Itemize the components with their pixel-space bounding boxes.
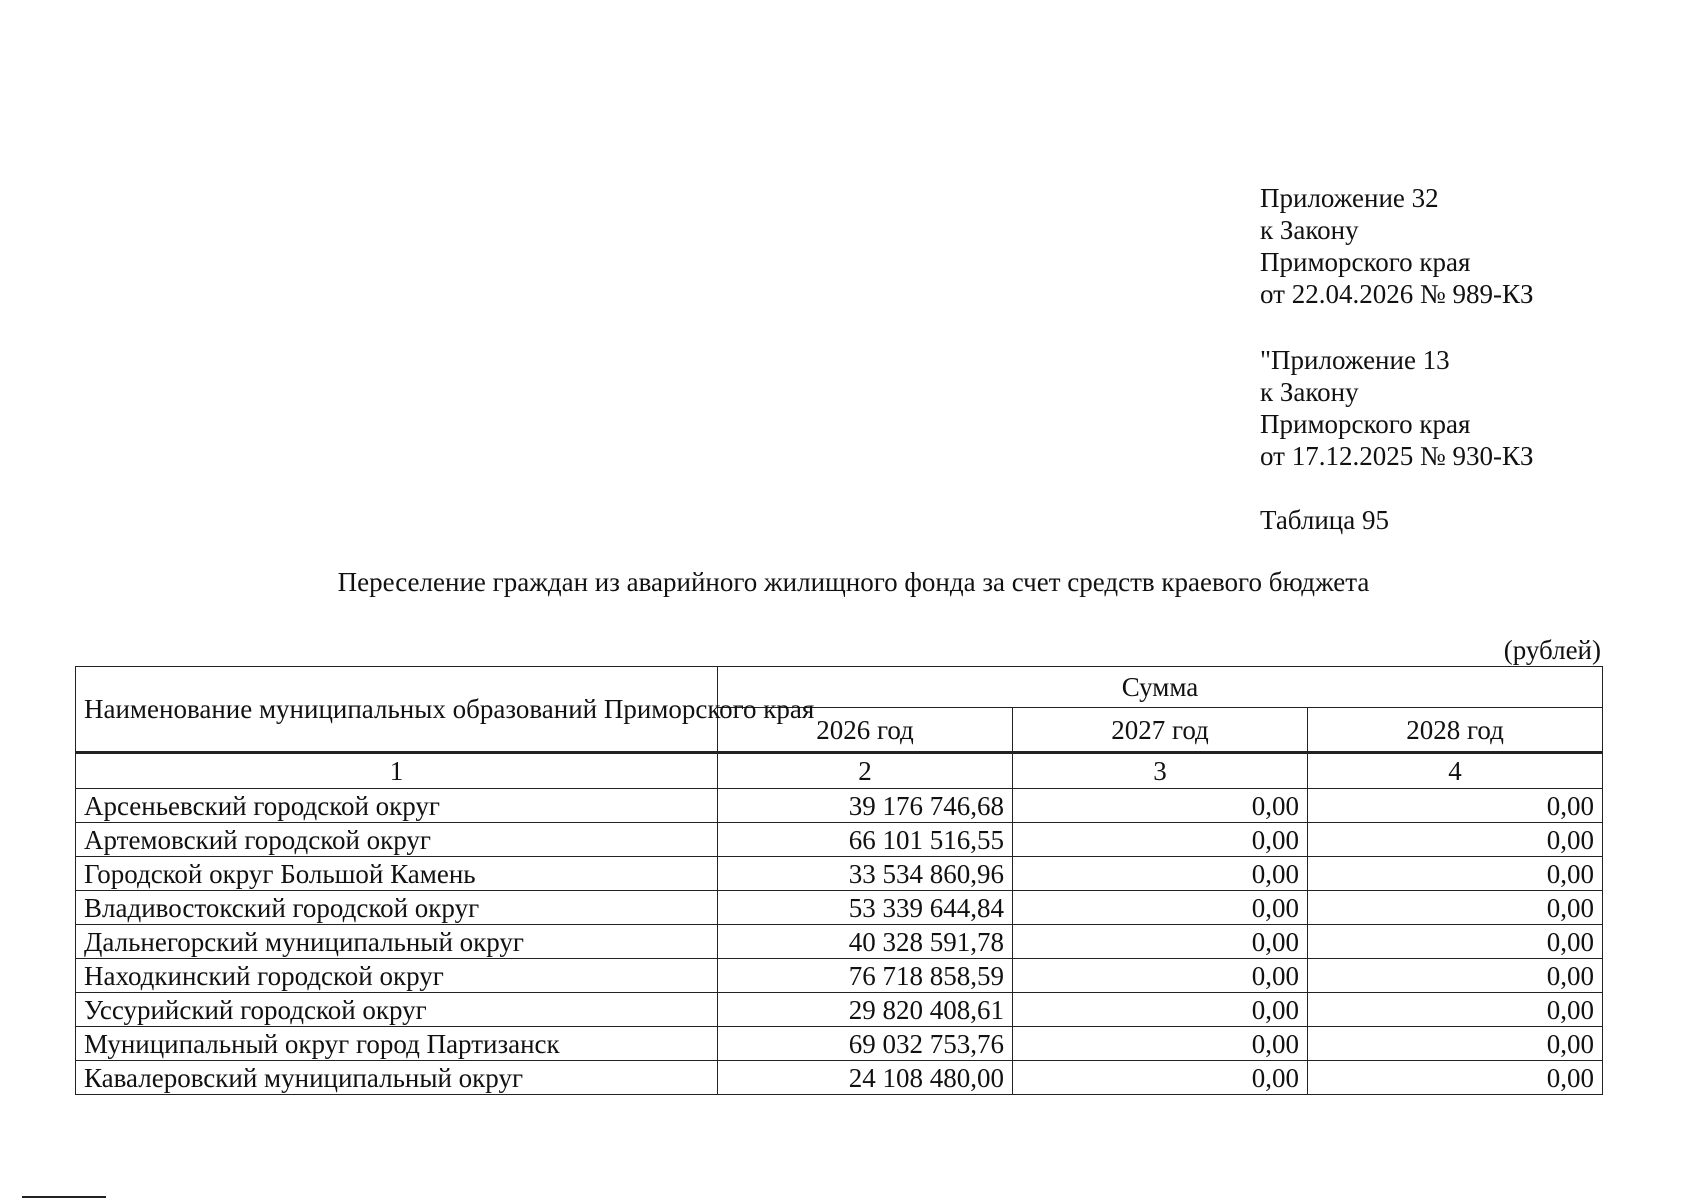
table-row [76, 993, 1603, 1027]
amount-2028-cell: 0,00 [1308, 1027, 1603, 1061]
appendix-old-line3: Приморского края [1260, 409, 1471, 439]
appendix-old-line1: "Приложение 13 [1260, 345, 1450, 375]
amount-2027-cell: 0,00 [1013, 1061, 1308, 1095]
municipality-name-cell: Арсеньевский городской округ [76, 789, 718, 823]
column-number: 2 [718, 753, 1013, 789]
municipality-name-cell: Уссурийский городской округ [76, 993, 718, 1027]
amount-2028-cell: 0,00 [1308, 959, 1603, 993]
appendix-new-line3: Приморского края [1260, 247, 1471, 277]
amount-2026-cell: 33 534 860,96 [718, 857, 1013, 891]
amount-2027-cell: 0,00 [1013, 857, 1308, 891]
header-sum: Сумма [718, 667, 1603, 708]
header-year-2027: 2027 год [1013, 708, 1308, 753]
column-number: 3 [1013, 753, 1308, 789]
amount-2026-cell: 76 718 858,59 [718, 959, 1013, 993]
amount-2026-cell: 24 108 480,00 [718, 1061, 1013, 1095]
amount-2026-cell: 40 328 591,78 [718, 925, 1013, 959]
amount-2027-cell: 0,00 [1013, 959, 1308, 993]
municipality-name-cell: Кавалеровский муниципальный округ [76, 1061, 718, 1095]
table-row [76, 1027, 1603, 1061]
amount-2028-cell: 0,00 [1308, 891, 1603, 925]
column-number: 4 [1308, 753, 1603, 789]
footnote-separator [22, 1196, 106, 1198]
table-row [76, 823, 1603, 857]
column-number: 1 [76, 753, 718, 789]
amount-2028-cell: 0,00 [1308, 789, 1603, 823]
header-year-2026: 2026 год [718, 708, 1013, 753]
allocation-table [75, 666, 1603, 1095]
amount-2028-cell: 0,00 [1308, 857, 1603, 891]
amount-2028-cell: 0,00 [1308, 925, 1603, 959]
amount-2026-cell: 53 339 644,84 [718, 891, 1013, 925]
amount-2027-cell: 0,00 [1013, 925, 1308, 959]
header-municipality-name: Наименование муниципальных образований Приморского края [76, 667, 718, 753]
amount-2028-cell: 0,00 [1308, 823, 1603, 857]
appendix-new-line1: Приложение 32 [1260, 183, 1439, 213]
units-label: (рублей) [1503, 635, 1601, 665]
appendix-new-line2: к Закону [1260, 215, 1359, 245]
table-row [76, 891, 1603, 925]
document-title: Переселение граждан из аварийного жилищного фонда за счет средств краевого бюджета [337, 567, 1370, 597]
appendix-old-line2: к Закону [1260, 377, 1359, 407]
amount-2027-cell: 0,00 [1013, 993, 1308, 1027]
amount-2028-cell: 0,00 [1308, 993, 1603, 1027]
municipality-name-cell: Муниципальный округ город Партизанск [76, 1027, 718, 1061]
appendix-reference-old [1260, 344, 1533, 472]
amount-2026-cell: 69 032 753,76 [718, 1027, 1013, 1061]
table-row [76, 857, 1603, 891]
appendix-old-line4: от 17.12.2025 № 930-КЗ [1260, 441, 1534, 471]
appendix-reference-new [1260, 182, 1533, 310]
amount-2027-cell: 0,00 [1013, 789, 1308, 823]
municipality-name-cell: Артемовский городской округ [76, 823, 718, 857]
amount-2027-cell: 0,00 [1013, 891, 1308, 925]
amount-2028-cell: 0,00 [1308, 1061, 1603, 1095]
column-numbers-row [76, 753, 1603, 789]
municipality-name-cell: Городской округ Большой Камень [76, 857, 718, 891]
table-number: Таблица 95 [1260, 505, 1389, 535]
amount-2026-cell: 39 176 746,68 [718, 789, 1013, 823]
table-row [76, 925, 1603, 959]
table-row [76, 959, 1603, 993]
appendix-new-line4: от 22.04.2026 № 989-КЗ [1260, 279, 1534, 309]
amount-2026-cell: 66 101 516,55 [718, 823, 1013, 857]
table-row [76, 789, 1603, 823]
amount-2027-cell: 0,00 [1013, 1027, 1308, 1061]
amount-2027-cell: 0,00 [1013, 823, 1308, 857]
header-year-2028: 2028 год [1308, 708, 1603, 753]
table-row [76, 1061, 1603, 1095]
municipality-name-cell: Владивостокский городской округ [76, 891, 718, 925]
amount-2026-cell: 29 820 408,61 [718, 993, 1013, 1027]
municipality-name-cell: Дальнегорский муниципальный округ [76, 925, 718, 959]
municipality-name-cell: Находкинский городской округ [76, 959, 718, 993]
